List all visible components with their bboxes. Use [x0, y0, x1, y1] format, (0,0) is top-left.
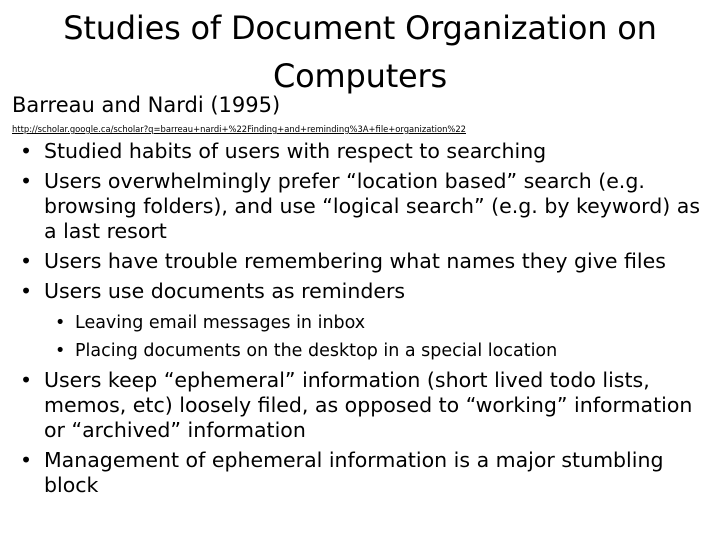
bullet-icon: • — [20, 279, 33, 303]
reference-link[interactable]: http://scholar.google.ca/scholar?q=barreau+nardi+%22Finding+and+reminding%3A+file+organization%22 — [12, 124, 467, 134]
bullet-icon: • — [20, 249, 33, 273]
slide-title: Studies of Document Organization on Computers — [63, 9, 657, 95]
bullet-text: Studied habits of users with respect to searching — [44, 139, 547, 163]
bullet-icon: • — [20, 448, 33, 472]
sub-bullet-icon: • — [55, 341, 66, 361]
bullet-icon: • — [20, 169, 33, 193]
bullet-text: Users keep “ephemeral” information (short lived todo lists, memos, etc) loosely filed, as opposed to “working” information or “archived” information — [44, 368, 693, 442]
bullet-text: Users use documents as reminders — [44, 279, 406, 303]
bullet-item — [0, 249, 712, 274]
bullet-item — [0, 368, 712, 443]
bullet-item — [0, 139, 712, 164]
sub-bullet-item — [0, 312, 712, 334]
sub-bullet-text: Placing documents on the desktop in a special location — [75, 341, 558, 361]
bullet-item — [0, 448, 712, 498]
sub-bullet-text: Leaving email messages in inbox — [75, 313, 366, 333]
bullet-item — [0, 169, 712, 244]
bullet-text: Users have trouble remembering what names they give files — [44, 249, 666, 273]
bullet-list — [0, 139, 712, 503]
slide-subtitle: Barreau and Nardi (1995) — [12, 93, 281, 117]
bullet-text: Management of ephemeral information is a major stumbling block — [44, 448, 664, 497]
sub-bullet-item — [0, 340, 712, 362]
bullet-item — [0, 279, 712, 304]
bullet-icon: • — [20, 368, 33, 392]
bullet-text: Users overwhelmingly prefer “location based” search (e.g. browsing folders), and use “logical search” (e.g. by keyword) as a last resort — [44, 169, 701, 243]
bullet-icon: • — [20, 139, 33, 163]
sub-bullet-icon: • — [55, 313, 66, 333]
